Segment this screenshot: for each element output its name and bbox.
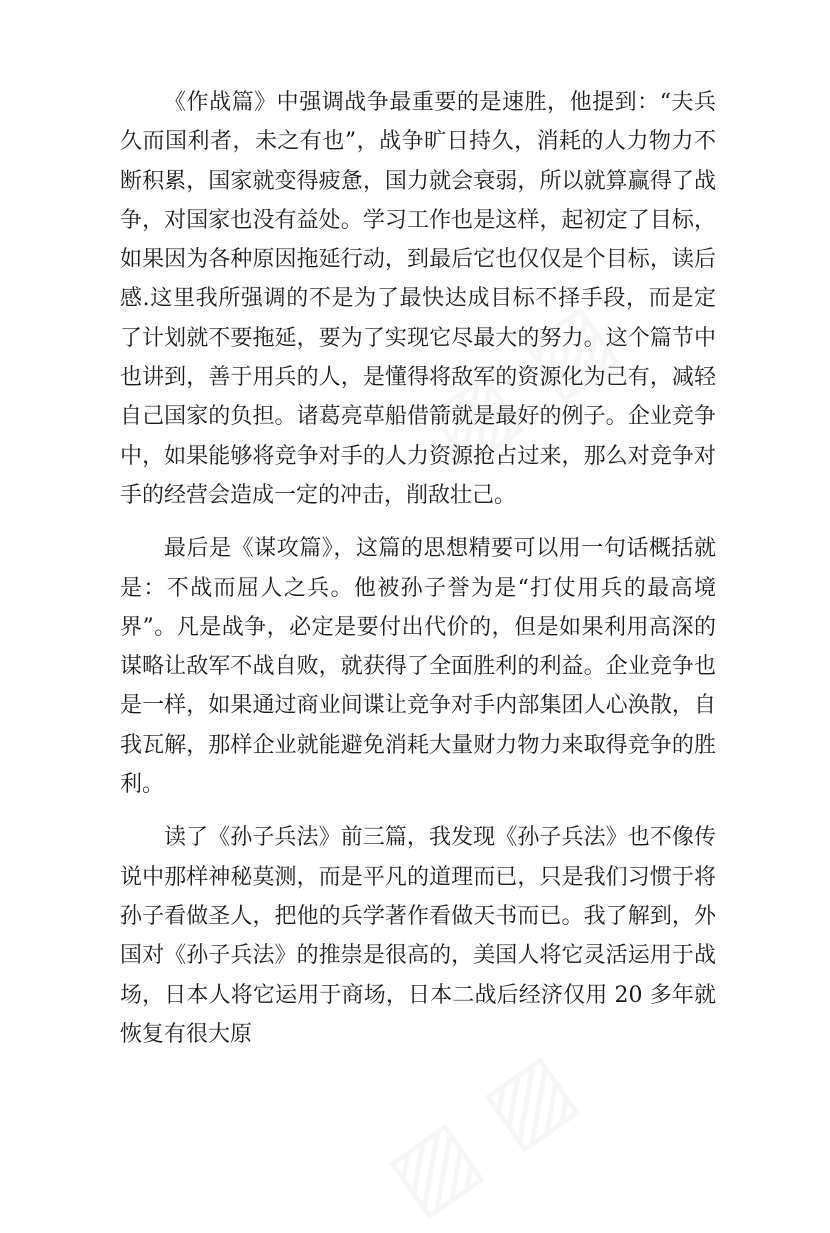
paragraph-conclusion: 读了《孙子兵法》前三篇，我发现《孙子兵法》也不像传说中那样神秘莫测，而是平凡的道理而已，只是我们习惯于将孙子看做圣人，把他的兵学著作看做天书而已。我了解到，外国对《孙子兵法》的推崇是很高的，美国人将它灵活运用于战场，日本人将它运用于商场，日本二战后经济仅用 20 多年就恢复有很大原: [120, 825, 716, 1047]
paragraph-mougong: 最后是《谋攻篇》，这篇的思想精要可以用一句话概括就是：不战而屈人之兵。他被孙子誉为是“打仗用兵的最高境界”。凡是战争，必定是要付出代价的，但是如果利用高深的谋略让敌军不战自败，就获得了全面胜利的利益。企业竞争也是一样，如果通过商业间谍让竞争对手内部集团人心涣散，自我瓦解，那样企业就能避免消耗大量财力物力来取得竞争的胜利。: [120, 536, 716, 798]
paragraph-zuozhan: 《作战篇》中强调战争最重要的是速胜，他提到：“夫兵久而国利者，未之有也”，战争旷日持久，消耗的人力物力不断积累，国家就变得疲惫，国力就会衰弱，所以就算赢得了战争，对国家也没有益处。学习工作也是这样，起初定了目标，如果因为各种原因拖延行动，到最后它也仅仅是个目标，读后感.这里我所强调的不是为了最快达成目标不择手段，而是定了计划就不要拖延，要为了实现它尽最大的努力。这个篇节中也讲到，善于用兵的人，是懂得将敌军的资源化为己有，减轻自己国家的负担。诸葛亮草船借箭就是最好的例子。企业竞争中，如果能够将竞争对手的人力资源抢占过来，那么对竞争对手的经营会造成一定的冲击，削敌壮己。: [120, 90, 716, 508]
document-body: [120, 83, 716, 1068]
